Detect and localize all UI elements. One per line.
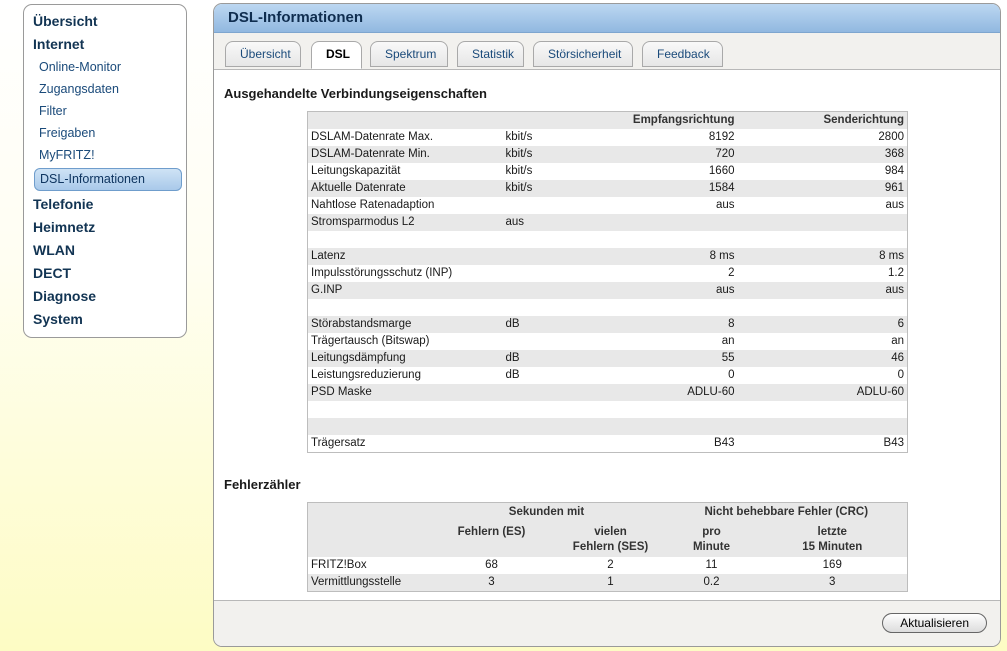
- cell-tx: an: [891, 335, 904, 347]
- cell-ses: 1: [607, 575, 614, 588]
- cell-label: [308, 418, 503, 435]
- sidebar-item-dsl-informationen[interactable]: DSL-Informationen: [34, 168, 182, 191]
- cell-m15: 3: [829, 575, 836, 588]
- cell-unit: [503, 418, 608, 435]
- table-row: [308, 231, 908, 248]
- table-row: [308, 418, 908, 435]
- cell-unit: [503, 333, 608, 350]
- cell-label: Leitungsdämpfung: [311, 352, 406, 364]
- column-header-ses: vielen Fehlern (SES): [572, 525, 649, 553]
- cell-unit: aus: [505, 216, 525, 228]
- cell-label: [308, 401, 503, 418]
- table-row: [308, 333, 908, 350]
- cell-rx: 2: [728, 267, 735, 279]
- sidebar-item-online-monitor[interactable]: Online-Monitor: [39, 60, 121, 74]
- cell-rx: [608, 231, 738, 248]
- cell-rx: an: [721, 335, 735, 347]
- cell-rx: ADLU-60: [687, 386, 735, 398]
- table-row: [308, 299, 908, 316]
- cell-tx: [738, 418, 908, 435]
- table-row: [308, 557, 908, 574]
- cell-m15: 169: [822, 558, 842, 571]
- table-row: [308, 401, 908, 418]
- sidebar-item-uebersicht[interactable]: Übersicht: [33, 13, 98, 29]
- cell-tx: 984: [884, 165, 904, 177]
- cell-es: 3: [488, 575, 495, 588]
- cell-unit: dB: [505, 318, 520, 330]
- cell-label: DSLAM-Datenrate Min.: [311, 148, 430, 160]
- cell-tx: 961: [884, 182, 904, 194]
- connection-properties-table: [307, 111, 908, 453]
- column-header-send: Senderichtung: [823, 114, 904, 126]
- sidebar-item-telefonie[interactable]: Telefonie: [33, 196, 94, 212]
- cell-unit: [503, 435, 608, 453]
- cell-label: Leistungsreduzierung: [311, 369, 421, 381]
- cell-label: Leitungskapazität: [311, 165, 401, 177]
- tab-stoersicherheit[interactable]: Störsicherheit: [533, 41, 633, 67]
- cell-label: [308, 231, 503, 248]
- cell-unit: [503, 282, 608, 299]
- table-row: [308, 180, 908, 197]
- cell-label: FRITZ!Box: [311, 558, 367, 571]
- cell-rx: [608, 418, 738, 435]
- cell-label: DSLAM-Datenrate Max.: [311, 131, 434, 143]
- cell-pm: 0.2: [703, 575, 720, 588]
- table-row: [308, 197, 908, 214]
- cell-label: Stromsparmodus L2: [311, 216, 415, 228]
- cell-tx: 46: [891, 352, 904, 364]
- cell-unit: kbit/s: [505, 148, 533, 160]
- sidebar-item-diagnose[interactable]: Diagnose: [33, 288, 97, 304]
- cell-ses: 2: [607, 558, 614, 571]
- sidebar-item-internet[interactable]: Internet: [33, 36, 85, 52]
- cell-unit: [503, 299, 608, 316]
- sidebar-item-heimnetz[interactable]: Heimnetz: [33, 219, 96, 235]
- table-row: [308, 163, 908, 180]
- cell-label: Vermittlungsstelle: [311, 575, 402, 588]
- main-panel: [213, 3, 1001, 647]
- cell-rx: 8192: [708, 131, 735, 143]
- cell-label: Nahtlose Ratenadaption: [311, 199, 435, 211]
- column-header-per-minute: pro Minute: [692, 525, 731, 553]
- table-row: [308, 146, 908, 163]
- cell-label: PSD Maske: [311, 386, 372, 398]
- table-row: [308, 282, 908, 299]
- cell-tx: ADLU-60: [856, 386, 904, 398]
- cell-tx: [738, 214, 908, 231]
- cell-tx: aus: [885, 199, 904, 211]
- cell-label: Latenz: [311, 250, 346, 262]
- cell-tx: [738, 299, 908, 316]
- sidebar-item-filter[interactable]: Filter: [39, 104, 67, 118]
- cell-es: 68: [485, 558, 498, 571]
- tab-spektrum[interactable]: Spektrum: [370, 41, 448, 67]
- tab-statistik[interactable]: Statistik: [457, 41, 524, 67]
- sidebar-item-system[interactable]: System: [33, 311, 83, 327]
- cell-tx: 8 ms: [879, 250, 904, 262]
- cell-rx: 0: [728, 369, 735, 381]
- cell-unit: kbit/s: [505, 165, 533, 177]
- sidebar-item-zugangsdaten[interactable]: Zugangsdaten: [39, 82, 119, 96]
- error-counter-table: [307, 502, 908, 592]
- cell-label: Impulsstörungsschutz (INP): [311, 267, 453, 279]
- cell-rx: 8 ms: [709, 250, 735, 262]
- table-row: [308, 367, 908, 384]
- cell-unit: kbit/s: [505, 131, 533, 143]
- table-row: [308, 350, 908, 367]
- cell-tx: 368: [884, 148, 904, 160]
- page-title: DSL-Informationen: [214, 4, 1000, 33]
- cell-rx: 1584: [708, 182, 735, 194]
- cell-rx: [608, 214, 738, 231]
- sidebar-item-freigaben[interactable]: Freigaben: [39, 126, 96, 140]
- sidebar-nav: [23, 4, 187, 338]
- cell-tx: 6: [897, 318, 904, 330]
- cell-rx: aus: [715, 199, 735, 211]
- table-row: [308, 248, 908, 265]
- cell-tx: [738, 231, 908, 248]
- cell-label: Trägertausch (Bitswap): [311, 335, 430, 347]
- cell-unit: dB: [505, 369, 520, 381]
- cell-pm: 11: [705, 558, 718, 571]
- cell-label: Aktuelle Datenrate: [311, 182, 406, 194]
- table-row: [308, 435, 908, 453]
- cell-unit: [503, 401, 608, 418]
- cell-rx: [608, 401, 738, 418]
- cell-rx: B43: [714, 437, 735, 449]
- cell-rx: 55: [721, 352, 735, 364]
- column-header-es: Fehlern (ES): [457, 525, 526, 538]
- cell-unit: dB: [505, 352, 520, 364]
- sidebar-item-wlan[interactable]: WLAN: [33, 242, 75, 258]
- table-header-row: [308, 112, 908, 130]
- sidebar-item-myfritz[interactable]: MyFRITZ!: [39, 148, 95, 162]
- tab-uebersicht[interactable]: Übersicht: [225, 41, 301, 67]
- cell-label: [308, 299, 503, 316]
- table-row: [308, 384, 908, 401]
- tab-bar: [214, 33, 1000, 70]
- cell-unit: [503, 231, 608, 248]
- refresh-button[interactable]: Aktualisieren: [882, 613, 987, 633]
- cell-rx: 8: [728, 318, 735, 330]
- connection-section-title: Ausgehandelte Verbindungseigenschaften: [224, 86, 487, 101]
- table-row: [308, 265, 908, 282]
- cell-rx: aus: [715, 284, 735, 296]
- cell-unit: kbit/s: [505, 182, 533, 194]
- table-row: [308, 574, 908, 592]
- cell-unit: [503, 248, 608, 265]
- table-row: [308, 316, 908, 333]
- group-header-seconds: Sekunden mit: [508, 506, 585, 519]
- cell-label: Trägersatz: [311, 437, 366, 449]
- table-row: [308, 214, 908, 231]
- cell-label: Störabstandsmarge: [311, 318, 412, 330]
- cell-tx: aus: [885, 284, 904, 296]
- table-row: [308, 129, 908, 146]
- cell-tx: 1.2: [888, 267, 904, 279]
- cell-tx: B43: [883, 437, 904, 449]
- column-header-last-15-minutes: letzte 15 Minuten: [802, 525, 863, 553]
- group-header-crc: Nicht behebbare Fehler (CRC): [704, 506, 869, 519]
- cell-unit: [503, 197, 608, 214]
- cell-tx: 0: [897, 369, 904, 381]
- cell-tx: [738, 401, 908, 418]
- cell-tx: 2800: [878, 131, 904, 143]
- error-counter-title: Fehlerzähler: [224, 477, 301, 492]
- cell-label: G.INP: [311, 284, 343, 296]
- cell-rx: [608, 299, 738, 316]
- cell-rx: 720: [715, 148, 735, 160]
- cell-rx: 1660: [708, 165, 735, 177]
- column-header-receive: Empfangsrichtung: [632, 114, 735, 126]
- cell-unit: [503, 384, 608, 401]
- tab-feedback[interactable]: Feedback: [642, 41, 723, 67]
- cell-unit: [503, 265, 608, 282]
- panel-footer: [214, 600, 1000, 646]
- sidebar-item-dect[interactable]: DECT: [33, 265, 72, 281]
- tab-dsl[interactable]: DSL: [311, 41, 362, 69]
